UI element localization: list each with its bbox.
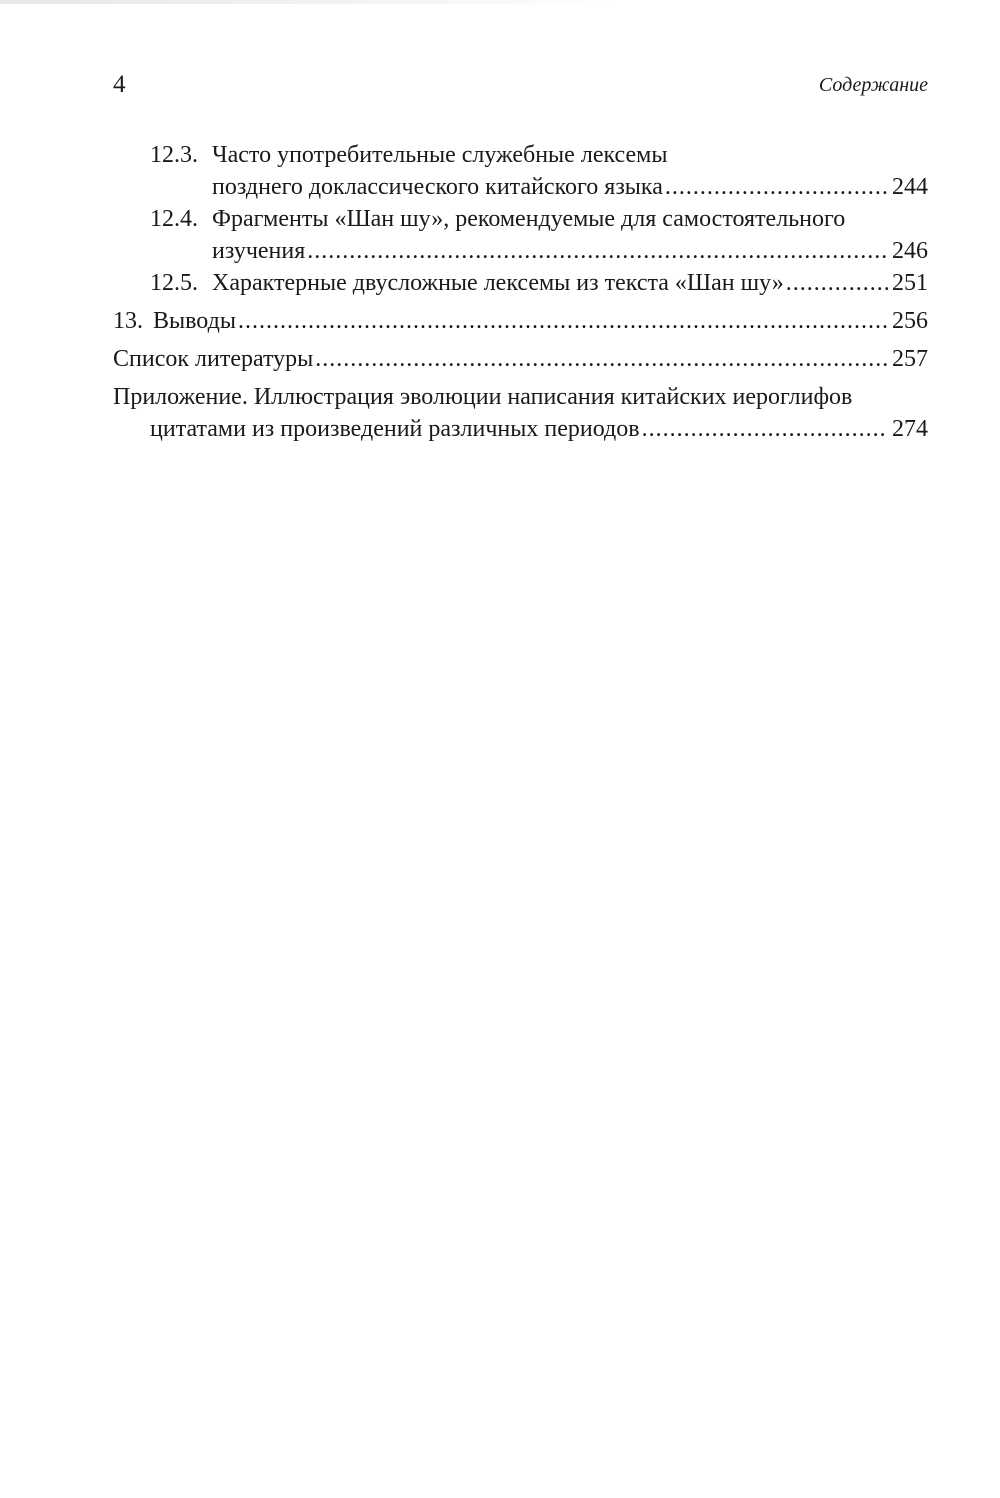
toc-entry-12-5[interactable] <box>150 266 928 300</box>
scan-edge <box>0 0 620 4</box>
toc-entry-title: Список литературы <box>113 346 314 372</box>
toc-page-ref: 251 <box>892 270 928 296</box>
toc-entry-appendix-cont[interactable] <box>150 412 928 446</box>
toc-entry-title: Фрагменты «Шан шу», рекомендуемые для самостоятельного <box>212 206 846 232</box>
toc-entry-number: 12.4. <box>150 206 198 232</box>
toc-entry-number: 13. <box>113 308 143 334</box>
toc-page-ref: 256 <box>892 308 928 334</box>
toc-entry-appendix[interactable] <box>113 380 928 414</box>
toc-entry-title-cont: цитатами из произведений различных периодов <box>150 416 640 442</box>
dot-leader <box>238 304 888 338</box>
toc-page-ref: 244 <box>892 174 928 200</box>
dot-leader <box>665 170 888 204</box>
toc-entry-bibliography[interactable] <box>113 342 928 376</box>
page-number: 4 <box>113 71 126 98</box>
dot-leader <box>786 266 888 300</box>
toc-entry-12-3[interactable] <box>150 138 928 172</box>
toc-entry-title: Характерные двусложные лексемы из текста «Шан шу» <box>212 270 784 296</box>
toc-page-ref: 274 <box>892 416 928 442</box>
running-header: Содержание <box>818 74 928 96</box>
toc-page-ref: 246 <box>892 238 928 264</box>
toc-entry-title-cont: позднего доклассического китайского языка <box>212 174 663 200</box>
dot-leader <box>315 342 888 376</box>
toc-page-ref: 257 <box>892 346 928 372</box>
dot-leader <box>307 234 888 268</box>
toc-entry-title: Приложение. Иллюстрация эволюции написания китайских иероглифов <box>113 384 853 410</box>
toc-entry-12-4[interactable] <box>150 202 928 236</box>
toc-entry-number: 12.5. <box>150 270 198 296</box>
toc-entry-number: 12.3. <box>150 142 198 168</box>
toc-entry-13[interactable] <box>113 304 928 338</box>
toc-entry-title: Выводы <box>153 308 236 334</box>
dot-leader <box>642 412 888 446</box>
toc-entry-title: Часто употребительные служебные лексемы <box>212 142 668 168</box>
toc-entry-12-3-cont[interactable] <box>212 170 928 204</box>
toc-entry-12-4-cont[interactable] <box>212 234 928 268</box>
toc-entry-title-cont: изучения <box>212 238 306 264</box>
